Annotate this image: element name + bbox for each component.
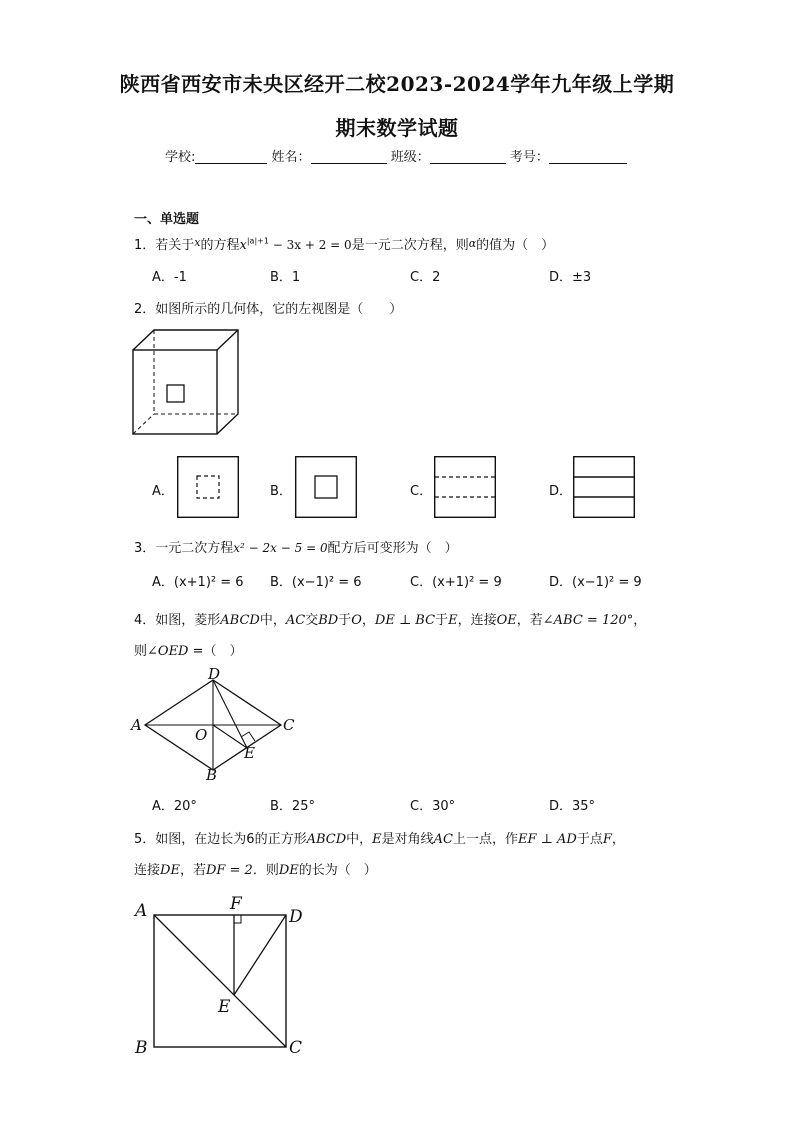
q1-equation-rest: − 3x + 2 = 0	[268, 238, 352, 252]
q5-text: 中，	[346, 832, 373, 847]
label-o: O	[195, 726, 208, 744]
q3-option-c[interactable]: C．(x+1)² = 9	[410, 575, 502, 590]
q5-text: ，若	[179, 863, 206, 878]
class-blank[interactable]	[430, 149, 506, 164]
cube-top-edge	[217, 330, 238, 350]
q5-stem-line2	[134, 859, 377, 878]
right-angle-mark	[234, 915, 241, 923]
q2-cube-figure	[130, 328, 242, 438]
q2-option-b-label[interactable]: B．	[270, 484, 292, 499]
q4-text: 于	[435, 613, 449, 628]
q2-option-d-label[interactable]: D．	[549, 484, 573, 499]
q5-text: 5．如图，在边长为	[134, 832, 247, 847]
label-d: D	[289, 907, 303, 927]
class-label: 班级：	[390, 150, 430, 165]
q4-math: E	[448, 613, 458, 628]
name-blank[interactable]	[311, 149, 387, 164]
q1-stem-text: 的值为（ ）	[476, 238, 555, 253]
school-blank[interactable]	[195, 149, 267, 164]
q5-text: 于点	[576, 832, 603, 847]
q2-option-b-figure[interactable]	[295, 456, 357, 518]
q4-text: ，若	[516, 613, 543, 628]
q4-option-c[interactable]: C．30°	[410, 799, 456, 814]
q5-square-figure	[128, 892, 318, 1062]
q3-option-b[interactable]: B．(x−1)² = 6	[270, 575, 362, 590]
q4-text: 于	[338, 613, 352, 628]
label-e: E	[244, 744, 255, 762]
q4-math: OE	[496, 613, 517, 628]
cube-small-square	[167, 385, 184, 402]
q3-equation: x² − 2x − 5 = 0	[233, 541, 328, 555]
q1-stem-text: 是一元二次方程，则	[351, 238, 469, 253]
q4-text: ，	[633, 613, 647, 628]
q4-text: 中，	[259, 613, 286, 628]
segment-de	[213, 680, 247, 748]
q5-math: E	[372, 832, 382, 847]
q4-text: ，	[361, 613, 375, 628]
page-title-line2: 期末数学试题	[335, 116, 459, 140]
q4-math: ABCD	[220, 613, 260, 628]
cube-hidden-edge	[133, 414, 154, 434]
q5-text: ．则	[252, 863, 279, 878]
q5-math: AC	[433, 832, 454, 847]
label-d: D	[208, 665, 221, 683]
q5-text: 上一点，作	[453, 832, 519, 847]
q4-stem-line2	[134, 640, 243, 659]
q1-option-b[interactable]: B．1	[270, 270, 301, 285]
q2-option-a-figure[interactable]	[177, 456, 239, 518]
q1-var-alpha: α	[468, 237, 477, 250]
q4-text: =（ ）	[188, 644, 243, 659]
q3-option-a[interactable]: A．(x+1)² = 6	[152, 575, 244, 590]
label-c: C	[289, 1038, 303, 1058]
q2-option-d-figure[interactable]	[573, 456, 635, 518]
q4-text: 4．如图，菱形	[134, 613, 221, 628]
q1-option-a[interactable]: A．-1	[152, 270, 187, 285]
q5-math: F	[602, 832, 612, 847]
exam-no-blank[interactable]	[549, 149, 627, 164]
q1-stem-text: 1．若关于	[134, 238, 195, 253]
q5-text: 的长为（ ）	[298, 863, 377, 878]
q4-stem-line1	[134, 609, 646, 628]
segment-de	[234, 915, 286, 995]
label-a: A	[135, 901, 148, 921]
exam-no-label: 考号：	[509, 150, 549, 165]
q5-math: ABCD	[306, 832, 347, 847]
q4-text: ，连接	[457, 613, 497, 628]
school-label: 学校:	[165, 150, 196, 165]
label-f: F	[230, 894, 242, 914]
q3-stem-text: 配方后可变形为（ ）	[327, 541, 458, 556]
q3-stem	[134, 537, 458, 556]
q5-text: 是对角线	[381, 832, 434, 847]
q4-math: BD	[318, 613, 339, 628]
q5-stem-line1	[134, 828, 625, 847]
page-title: 陕西省西安市未央区经开二校2023-2024学年九年级上学期	[119, 72, 675, 96]
q4-math: ∠ABC = 120°	[542, 613, 634, 628]
student-info-line	[165, 146, 627, 165]
label-b: B	[135, 1038, 148, 1058]
diagonal-ac	[154, 915, 286, 1047]
q1-stem	[134, 234, 554, 253]
q1-option-d[interactable]: D．±3	[549, 270, 592, 285]
q1-var-x: x	[194, 236, 201, 249]
q4-math: DE ⊥ BC	[374, 613, 436, 628]
name-label: 姓名：	[271, 150, 311, 165]
q4-text: 则	[134, 644, 148, 659]
label-a: A	[131, 716, 142, 734]
label-e: E	[218, 997, 231, 1017]
q5-text: ，	[611, 832, 625, 847]
q1-stem-text: 的方程	[200, 238, 240, 253]
q2-option-a-label[interactable]: A．	[152, 484, 174, 499]
q1-exponent: |a|+1	[246, 236, 269, 246]
q4-rhombus-figure	[128, 665, 298, 784]
q5-math: DF = 2	[205, 863, 253, 878]
q3-option-d[interactable]: D．(x−1)² = 9	[549, 575, 642, 590]
q5-math: DE	[278, 863, 299, 878]
q4-math: ∠OED	[147, 644, 189, 659]
q2-option-c-label[interactable]: C．	[410, 484, 433, 499]
q5-math: DE	[160, 863, 180, 878]
q1-option-c[interactable]: C．2	[410, 270, 441, 285]
q5-text: 的正方形	[254, 832, 307, 847]
q5-math: 6	[246, 832, 255, 847]
q4-option-d[interactable]: D．35°	[549, 799, 596, 814]
q4-math: AC	[285, 613, 306, 628]
q4-math: O	[351, 613, 362, 628]
label-b: B	[206, 766, 218, 784]
q4-option-a[interactable]: A．20°	[152, 799, 197, 814]
q1-eq-x: x	[239, 238, 247, 253]
q4-option-b[interactable]: B．25°	[270, 799, 315, 814]
label-c: C	[283, 716, 295, 734]
q5-text: 连接	[134, 863, 161, 878]
q3-stem-text: 3．一元二次方程	[134, 541, 234, 556]
q5-math: EF ⊥ AD	[518, 832, 577, 847]
q2-stem: 2．如图所示的几何体，它的左视图是（ ）	[134, 302, 403, 317]
section-title: 一、单选题	[134, 212, 200, 227]
q2-option-c-figure[interactable]	[434, 456, 496, 518]
q4-text: 交	[305, 613, 319, 628]
